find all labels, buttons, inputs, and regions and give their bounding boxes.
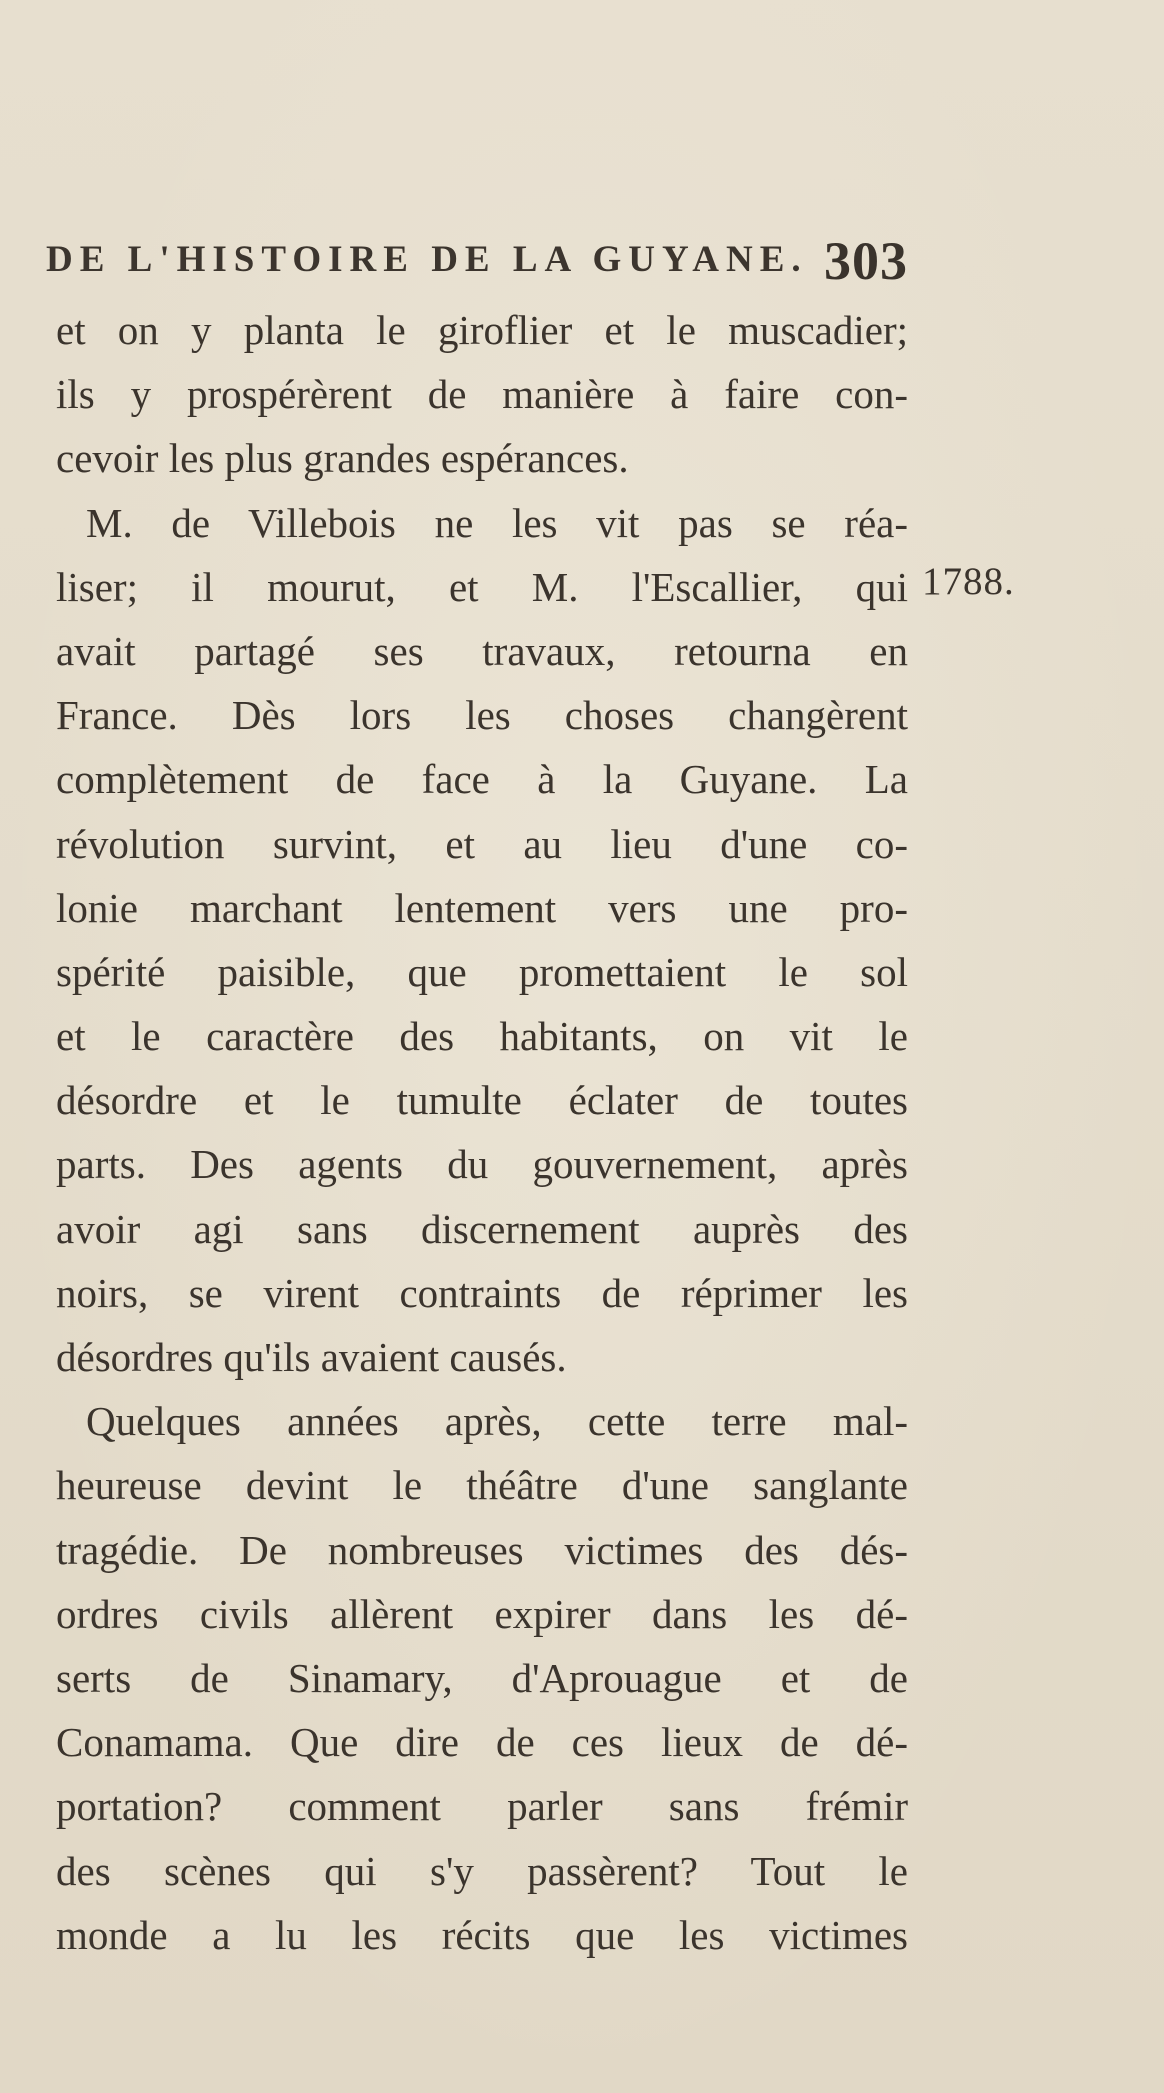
margin-year-note: 1788. xyxy=(922,560,1015,603)
page-number: 303 xyxy=(824,231,908,291)
text-line: ordres civils allèrent expirer dans les dé- xyxy=(56,1590,908,1637)
text-line: noirs, se virent contraints de réprimer les xyxy=(56,1269,908,1316)
text-line: heureuse devint le théâtre d'une sanglante xyxy=(56,1462,908,1509)
text-line: désordre et le tumulte éclater de toutes xyxy=(56,1077,908,1124)
text-line: parts. Des agents du gouvernement, après xyxy=(56,1141,908,1188)
text-line: et on y planta le giroflier et le muscadier; xyxy=(56,307,908,353)
text-line: avoir agi sans discernement auprès des xyxy=(56,1205,908,1252)
text-line: serts de Sinamary, d'Aprouague et de xyxy=(56,1654,908,1701)
text-line: ils y prospérèrent de manière à faire con- xyxy=(56,371,908,418)
text-line: monde a lu les récits que les victimes xyxy=(56,1911,908,1958)
text-line: Conamama. Que dire de ces lieux de dé- xyxy=(56,1719,908,1766)
text-line: des scènes qui s'y passèrent? Tout le xyxy=(56,1847,908,1894)
paragraph-start-line: M. de Villebois ne les vit pas se réa- xyxy=(86,499,908,546)
text-line: désordres qu'ils avaient causés. xyxy=(56,1334,567,1380)
text-line: avait partagé ses travaux, retourna en xyxy=(56,627,908,674)
text-line: liser; il mourut, et M. l'Escallier, qui xyxy=(56,563,908,610)
paragraph-start-line: Quelques années après, cette terre mal- xyxy=(86,1398,908,1445)
running-title: DE L'HISTOIRE DE LA GUYANE. xyxy=(46,239,808,280)
text-line: révolution survint, et au lieu d'une co- xyxy=(56,820,908,867)
text-line: portation? comment parler sans frémir xyxy=(56,1783,908,1830)
body-text xyxy=(56,298,908,1967)
text-line: spérité paisible, que promettaient le sol xyxy=(56,948,908,995)
text-line: complètement de face à la Guyane. La xyxy=(56,756,908,803)
text-line: France. Dès lors les choses changèrent xyxy=(56,692,908,739)
text-line: lonie marchant lentement vers une pro- xyxy=(56,884,908,931)
page-header xyxy=(46,230,908,300)
text-line: cevoir les plus grandes espérances. xyxy=(56,435,629,482)
text-line: et le caractère des habitants, on vit le xyxy=(56,1013,908,1060)
text-line: tragédie. De nombreuses victimes des dés- xyxy=(56,1526,908,1573)
